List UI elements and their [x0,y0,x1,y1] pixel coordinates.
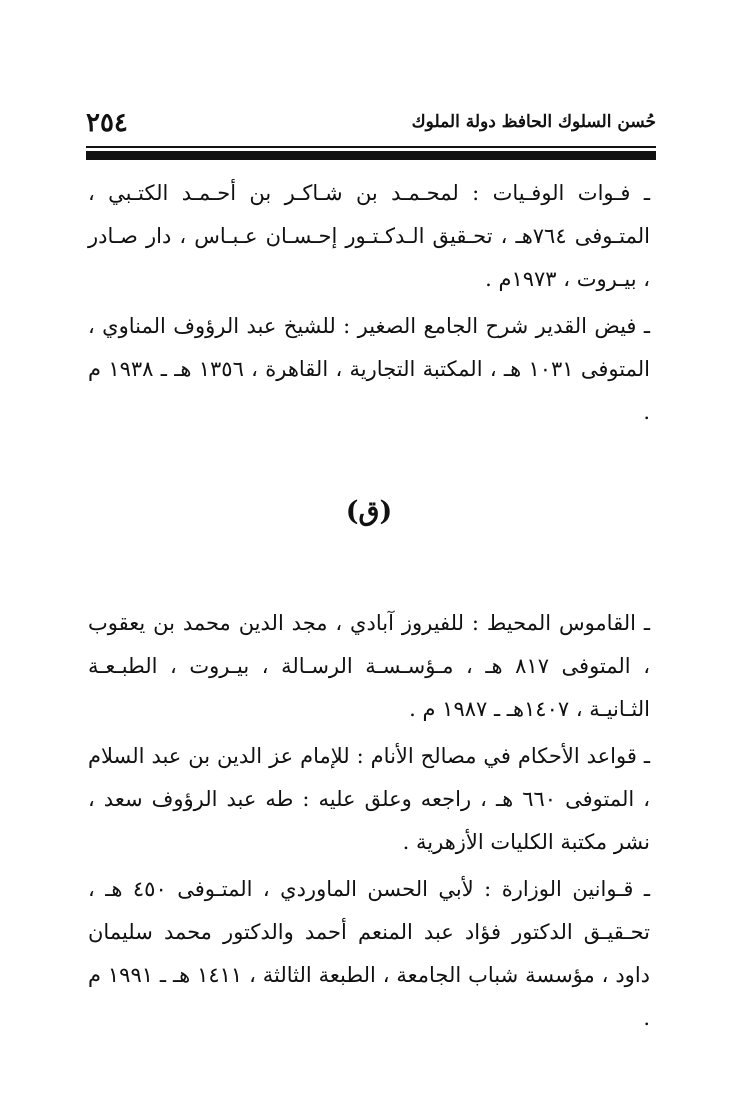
page-header [86,108,656,142]
bibliography-entry-al-qamus-al-muhit: ـ القاموس المحيط : للفيروز آبادي ، مجد الدين محمد بن يعقوب ، المتوفى ٨١٧ هـ ، مـؤسـسـة الرسـالة ، بيـروت ، الطبـعـة الثـانيـة ، ١٤٠٧هـ ـ ١٩٨٧ م . [88,611,650,721]
page-number: ٢٥٤ [86,108,128,138]
bibliography-entry-qawanin-al-wizara: ـ قـوانين الوزارة : لأبي الحسن الماوردي ، المتـوفى ٤٥٠ هـ ، تحـقيـق الدكتور فؤاد عبد المنعم أحمد والدكتور محمد سليمان داود ، مؤسسة شباب الجامعة ، الطبعة الثالثة ، ١٤١١ هـ ـ ١٩٩١ م . [88,877,651,1030]
bibliography-entry-fayd-al-qadir: ـ فيض القدير شرح الجامع الصغير : للشيخ عبد الرؤوف المناوي ، المتوفى ١٠٣١ هـ ، المكتبة التجارية ، القاهرة ، ١٣٥٦ هـ ـ ١٩٣٨ م . [88,314,650,424]
section-heading-qaf [88,492,650,532]
header-rule-thick [86,151,656,160]
bibliography-content [88,172,650,1044]
section-letter: (ق) [345,496,393,527]
bibliography-entry-qawaid-al-ahkam: ـ قواعد الأحكام في مصالح الأنام : للإمام عز الدين بن عبد السلام ، المتوفى ٦٦٠ هـ ، راجعه وعلق عليه : طه عبد الرؤوف سعد ، نشر مكتبة الكليات الأزهرية . [88,744,650,854]
bibliography-entry-fawat-al-wafayat: ـ فـوات الوفـيات : لمحـمـد بن شـاكـر بن أحـمـد الكتـبي ، المتـوفى ٧٦٤هـ ، تحـقيق الـدكـتـور إحـسـان عـبـاس ، دار صـادر ، بيـروت ، ١٩٧٣م . [88,181,650,291]
header-rule-thin [86,146,656,148]
running-title: حُسن السلوك الحافظ دولة الملوك [411,112,656,132]
